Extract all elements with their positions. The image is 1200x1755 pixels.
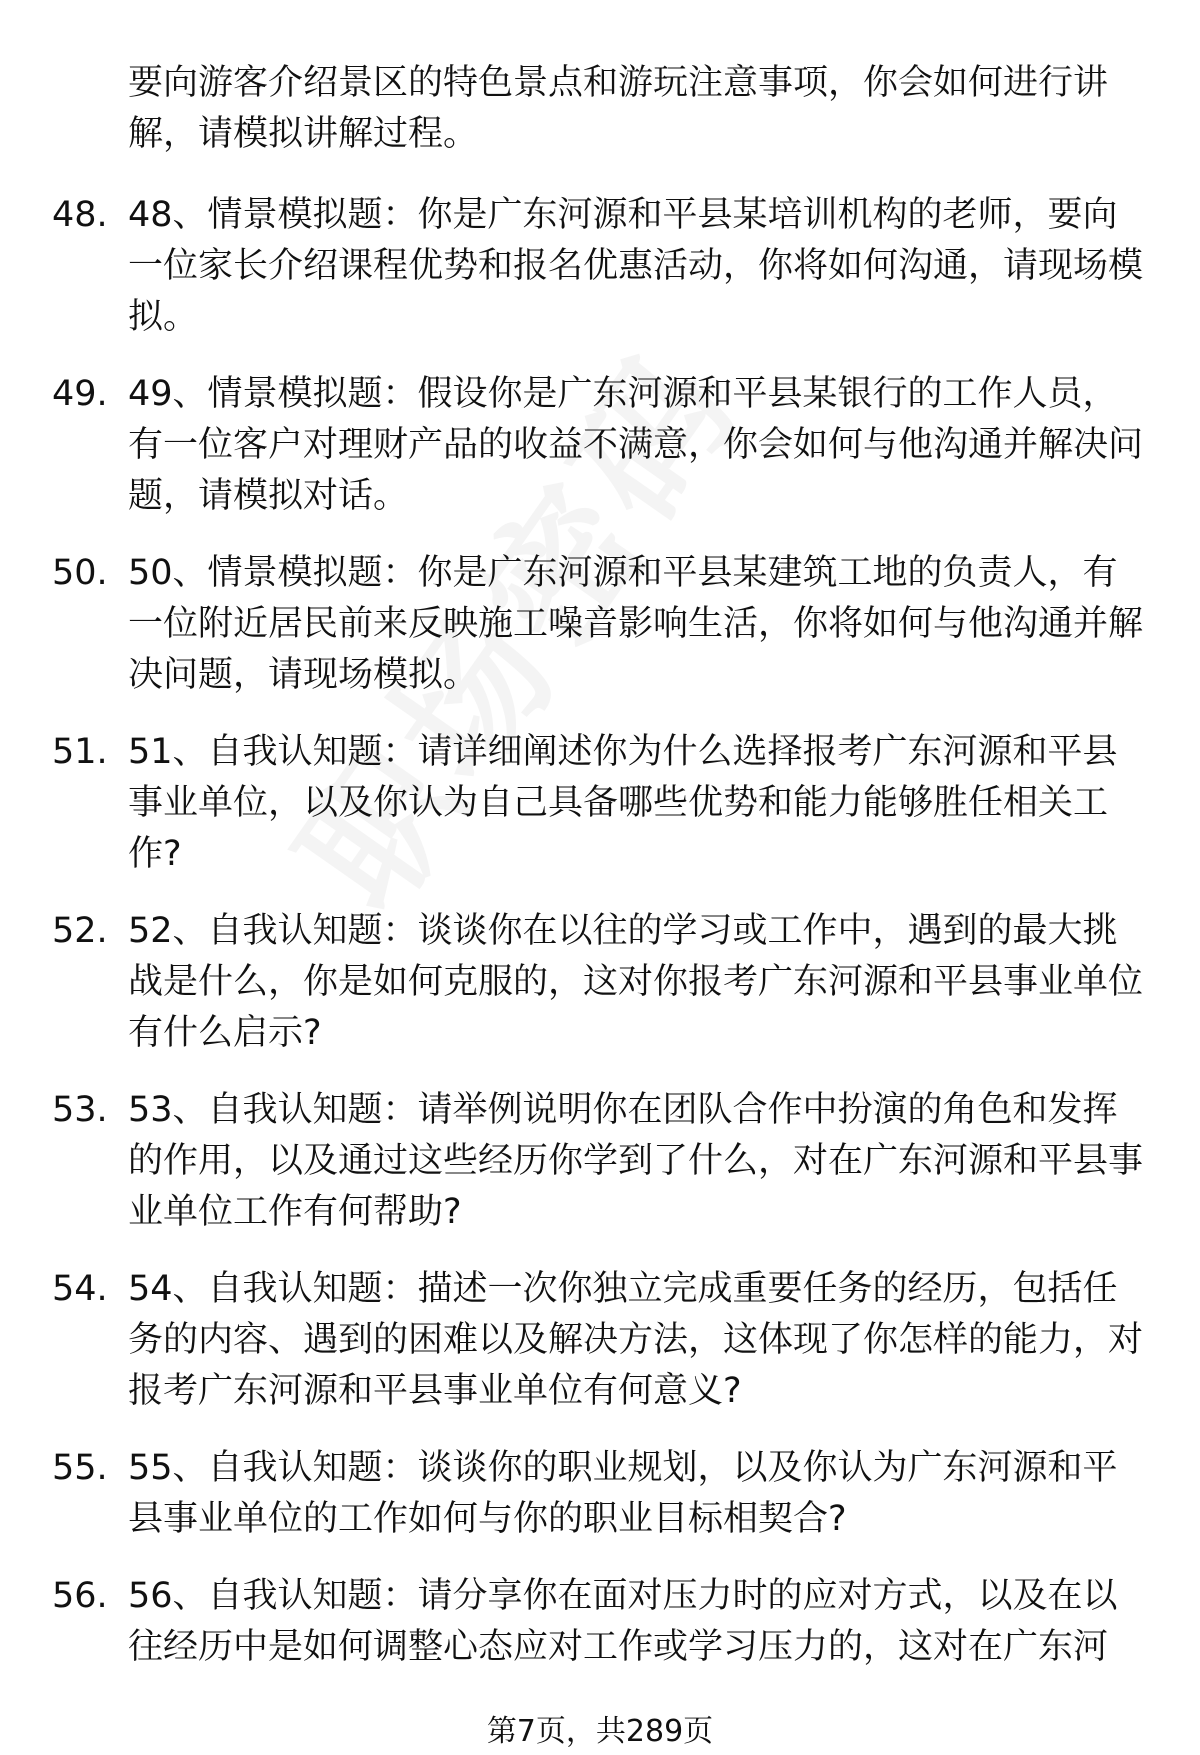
question-text: 56、自我认知题：请分享你在面对压力时的应对方式，以及在以往经历中是如何调整心态应对工作或学习压力的，这对在广东河: [128, 1576, 1118, 1667]
question-item: [0, 1085, 1200, 1238]
question-text: 55、自我认知题：谈谈你的职业规划，以及你认为广东河源和平县事业单位的工作如何与你的职业目标相契合?: [128, 1448, 1118, 1539]
question-item: [0, 1443, 1200, 1545]
question-number: 54.: [52, 1269, 108, 1309]
question-number: 51.: [52, 732, 108, 772]
page-footer: 第7页，共289页: [486, 1714, 714, 1749]
question-item: [0, 727, 1200, 880]
question-number: 50.: [52, 553, 108, 593]
question-text: 54、自我认知题：描述一次你独立完成重要任务的经历，包括任务的内容、遇到的困难以及解决方法，这体现了你怎样的能力，对报考广东河源和平县事业单位有何意义?: [128, 1269, 1144, 1411]
question-text: 52、自我认知题：谈谈你在以往的学习或工作中，遇到的最大挑战是什么，你是如何克服的，这对你报考广东河源和平县事业单位有什么启示?: [128, 911, 1144, 1053]
question-item: [0, 548, 1200, 701]
question-number: 55.: [52, 1448, 108, 1488]
question-item: [0, 369, 1200, 522]
question-text: 51、自我认知题：请详细阐述你为什么选择报考广东河源和平县事业单位，以及你认为自己具备哪些优势和能力能够胜任相关工作?: [128, 732, 1118, 874]
question-item: [0, 190, 1200, 343]
question-item: [0, 1264, 1200, 1417]
question-text: 53、自我认知题：请举例说明你在团队合作中扮演的角色和发挥的作用，以及通过这些经历你学到了什么，对在广东河源和平县事业单位工作有何帮助?: [128, 1090, 1144, 1232]
question-item: [0, 906, 1200, 1059]
question-number: 48.: [52, 195, 108, 235]
question-number: 52.: [52, 911, 108, 951]
question-number: 53.: [52, 1090, 108, 1130]
question-list: [0, 190, 1200, 1699]
question-number: 49.: [52, 374, 108, 414]
question-number: 56.: [52, 1576, 108, 1616]
question-item: [0, 1571, 1200, 1673]
question-text: 49、情景模拟题：假设你是广东河源和平县某银行的工作人员，有一位客户对理财产品的收益不满意，你会如何与他沟通并解决问题，请模拟对话。: [128, 374, 1144, 516]
continuation-text: 要向游客介绍景区的特色景点和游玩注意事项，你会如何进行讲解，请模拟讲解过程。: [128, 63, 1109, 154]
question-text: 50、情景模拟题：你是广东河源和平县某建筑工地的负责人，有一位附近居民前来反映施工噪音影响生活，你将如何与他沟通并解决问题，请现场模拟。: [128, 553, 1144, 695]
question-text: 48、情景模拟题：你是广东河源和平县某培训机构的老师，要向一位家长介绍课程优势和报名优惠活动，你将如何沟通，请现场模拟。: [128, 195, 1144, 337]
